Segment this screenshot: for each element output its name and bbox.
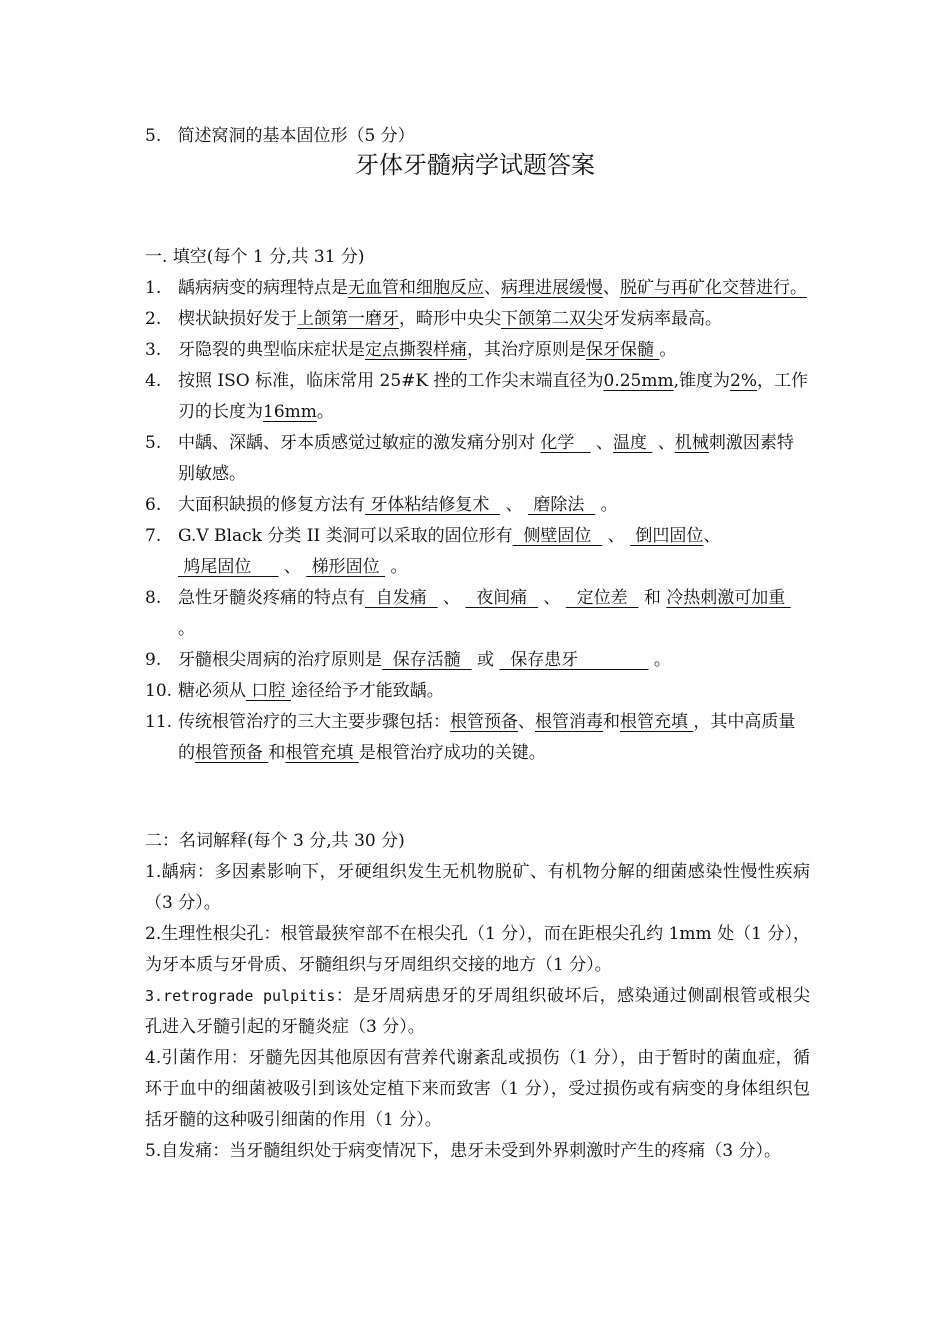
- question-text: 简述窝洞的基本固位形（5 分）: [177, 126, 415, 146]
- item-text: ,锥度为: [673, 371, 730, 391]
- fill-item-11: [145, 707, 810, 769]
- definition-text: ：是牙周病患牙的牙周组织破坏后，感染通过侧副根管或根尖孔进入牙髓引起的牙髓炎症（3 分）。: [145, 986, 810, 1037]
- answer-blank: 病理进展缓慢: [501, 278, 603, 298]
- item-text: 龋病病变的病理特点是: [178, 278, 348, 298]
- fill-item-8: [145, 583, 810, 645]
- answer-blank: 侧壁固位: [512, 526, 603, 546]
- fill-item-2: [145, 304, 810, 335]
- fill-item-6: [145, 490, 810, 521]
- item-text: 。: [316, 402, 334, 422]
- answer-blank: 根管充填: [620, 712, 694, 732]
- answer-blank: 口腔: [246, 681, 291, 701]
- item-text: 、: [602, 526, 631, 546]
- item-text: G.V Black 分类 II 类洞可以采取的固位形有: [178, 526, 513, 546]
- item-text: 牙髓根尖周病的治疗原则是: [178, 650, 382, 670]
- item-number: 5.: [145, 433, 162, 453]
- item-number: 9.: [145, 650, 162, 670]
- section-heading-fill-in: 一. 填空(每个 1 分,共 31 分): [145, 247, 365, 267]
- item-number: 10.: [145, 681, 173, 701]
- item-number: 11.: [145, 712, 173, 732]
- fill-item-3: [145, 335, 810, 366]
- answer-blank: 磨除法: [528, 495, 596, 515]
- item-text: 。: [659, 340, 677, 360]
- definitions-section: [145, 826, 810, 1167]
- item-text: 、: [500, 495, 529, 515]
- fill-item-7: [145, 521, 810, 583]
- answer-blank: 定位差: [565, 588, 639, 608]
- definition-1: 1.龋病：多因素影响下，牙硬组织发生无机物脱矿、有机物分解的细菌感染性慢性疾病（3 分）。: [145, 862, 810, 913]
- fill-in-blank-section: [145, 242, 810, 769]
- answer-blank: 2%: [730, 371, 757, 391]
- item-text: 大面积缺损的修复方法有: [178, 495, 365, 515]
- question-5-short-answer: [145, 124, 415, 148]
- answer-blank: 无血管和细胞反应: [348, 278, 484, 298]
- definition-4: 4.引菌作用：牙髓先因其他原因有营养代谢紊乱或损伤（1 分），由于暂时的菌血症，循环于血中的细菌被吸引到该处定植下来而致害（1 分），受过损伤或有病变的身体组织包括牙髓的这种吸引细菌的作用（1 分）。: [145, 1048, 810, 1130]
- fill-item-4: [145, 366, 810, 428]
- item-text: 、: [484, 278, 501, 298]
- answer-blank: 鸠尾固位: [178, 557, 279, 577]
- item-text: 、: [278, 557, 307, 577]
- answer-blank: 脱矿与再矿化交替进行。: [620, 278, 807, 298]
- item-text: ，畸形中央尖: [399, 309, 501, 329]
- item-text: 急性牙髓炎疼痛的特点有: [178, 588, 365, 608]
- answer-blank: 根管充填: [285, 743, 359, 763]
- item-text: ，其中高质量的: [178, 712, 796, 763]
- section-heading-definitions: 二：名词解释(每个 3 分,共 30 分): [145, 831, 405, 851]
- item-text: 。: [648, 650, 671, 670]
- item-number: 3.: [145, 340, 162, 360]
- item-text: ，工作刃的长度为: [178, 371, 808, 422]
- item-text: 。: [178, 619, 195, 639]
- item-text: 牙隐裂的典型临床症状是: [178, 340, 365, 360]
- item-text: 途径给予才能致龋。: [290, 681, 444, 701]
- item-number: 6.: [145, 495, 162, 515]
- item-number: 4.: [145, 371, 162, 391]
- answer-blank: 上颌第一磨牙: [297, 309, 399, 329]
- answer-blank: 牙体粘结修复术: [365, 495, 501, 515]
- item-text: 糖必须从: [178, 681, 246, 701]
- answer-blank: 保存活髓: [382, 650, 472, 670]
- item-text: 刺激因素特别敏感。: [178, 433, 794, 484]
- answer-blank: 根管预备: [195, 743, 269, 763]
- fill-item-5: [145, 428, 810, 490]
- definition-3: [145, 981, 810, 1043]
- answer-blank: 夜间痛: [465, 588, 539, 608]
- answer-blank: 保存患牙: [499, 650, 649, 670]
- item-text: 按照 ISO 标准，临床常用 25#K 挫的工作尖末端直径为: [178, 371, 604, 391]
- item-text: 。: [595, 495, 618, 515]
- definition-2: 2.生理性根尖孔：根管最狭窄部不在根尖孔（1 分），而在距根尖孔约 1mm 处（1 分），为牙本质与牙骨质、牙髓组织与牙周组织交接的地方（1 分）。: [145, 924, 810, 975]
- item-text: 、: [518, 712, 535, 732]
- answer-blank: 温度: [613, 433, 653, 453]
- fill-item-10: [145, 676, 810, 707]
- item-number: 8.: [145, 588, 162, 608]
- item-text: 、: [603, 278, 620, 298]
- answer-blank: 自发痛: [365, 588, 438, 608]
- item-number: 1.: [145, 278, 162, 298]
- answer-blank: 保牙保髓: [586, 340, 660, 360]
- page-title: 牙体牙髓病学试题答案: [355, 151, 595, 179]
- answer-blank: 化学: [540, 433, 591, 453]
- answer-blank: 冷热刺激可加重: [666, 588, 791, 608]
- answer-blank: 定点撕裂样痛: [365, 340, 467, 360]
- item-text: 、: [703, 526, 721, 546]
- definition-term: 3.retrograde pulpitis: [145, 987, 336, 1005]
- item-text: 、: [437, 588, 466, 608]
- item-text: 是根管治疗成功的关键。: [358, 743, 546, 763]
- item-text: 或: [471, 650, 500, 670]
- answer-blank: 机械: [674, 433, 709, 453]
- item-text: 牙发病率最高。: [603, 309, 722, 329]
- item-text: ，其治疗原则是: [467, 340, 586, 360]
- item-number: 2.: [145, 309, 162, 329]
- fill-item-9: [145, 645, 810, 676]
- item-text: 和: [603, 712, 620, 732]
- answer-blank: 0.25mm: [603, 371, 674, 391]
- fill-item-1: [145, 273, 810, 304]
- item-text: 、: [652, 433, 675, 453]
- item-text: 和: [268, 743, 286, 763]
- item-number: 7.: [145, 526, 162, 546]
- answer-blank: 倒凹固位: [630, 526, 704, 546]
- answer-blank: 下颌第二双尖: [501, 309, 603, 329]
- definition-5: 5.自发痛：当牙髓组织处于病变情况下，患牙未受到外界刺激时产生的疼痛（3 分）。: [145, 1141, 781, 1161]
- answer-blank: 16mm: [263, 402, 317, 422]
- answer-blank: 根管预备: [450, 712, 518, 732]
- item-text: 中龋、深龋、牙本质感觉过敏症的激发痛分别对: [178, 433, 541, 453]
- item-text: 和: [638, 588, 667, 608]
- item-text: 传统根管治疗的三大主要步骤包括：: [178, 712, 450, 732]
- item-text: 、: [590, 433, 614, 453]
- question-number: 5.: [145, 126, 162, 146]
- answer-blank: 梯形固位: [306, 557, 386, 577]
- answer-blank: 根管消毒: [535, 712, 603, 732]
- item-text: 。: [385, 557, 408, 577]
- item-text: 、: [538, 588, 566, 608]
- item-text: 楔状缺损好发于: [178, 309, 297, 329]
